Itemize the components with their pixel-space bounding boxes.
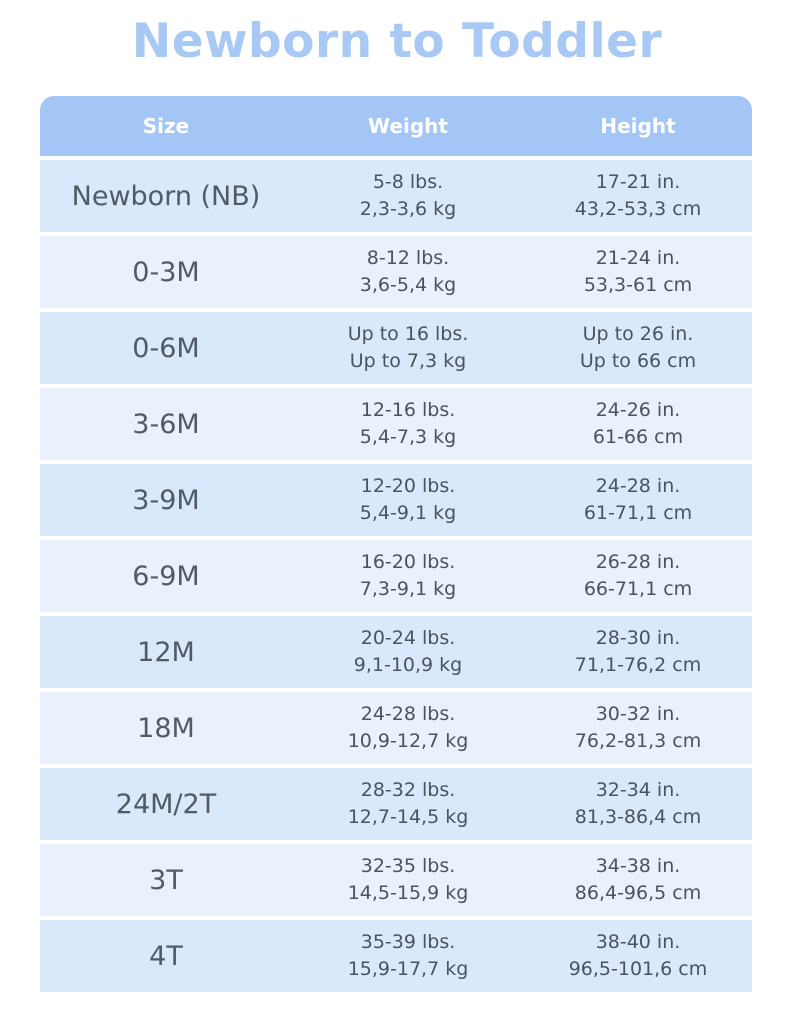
height-in: 24-28 in. <box>595 475 681 497</box>
table-row <box>40 236 752 308</box>
weight-kg: 3,6-5,4 kg <box>359 274 457 296</box>
table-row <box>40 388 752 460</box>
size-cell <box>40 464 292 536</box>
size-cell <box>40 768 292 840</box>
height-cell <box>524 616 752 688</box>
weight-lbs: 32-35 lbs. <box>360 855 456 877</box>
size-cell <box>40 844 292 916</box>
size-label: 0-3M <box>132 256 200 288</box>
height-in: 17-21 in. <box>595 171 681 193</box>
height-cell <box>524 312 752 384</box>
size-chart-table <box>40 96 752 992</box>
table-row <box>40 160 752 232</box>
size-label: Newborn (NB) <box>71 180 261 212</box>
weight-lbs: 8-12 lbs. <box>366 247 450 269</box>
height-cm: 71,1-76,2 cm <box>574 654 702 676</box>
table-header <box>40 96 752 156</box>
weight-cell <box>292 160 524 232</box>
size-label: 24M/2T <box>115 788 217 820</box>
weight-kg: 9,1-10,9 kg <box>353 654 463 676</box>
height-cell <box>524 160 752 232</box>
weight-cell <box>292 844 524 916</box>
weight-lbs: 35-39 lbs. <box>360 931 456 953</box>
weight-lbs: 5-8 lbs. <box>372 171 444 193</box>
height-cm: 81,3-86,4 cm <box>574 806 702 828</box>
height-in: 34-38 in. <box>595 855 681 877</box>
weight-kg: 15,9-17,7 kg <box>347 958 469 980</box>
size-cell <box>40 160 292 232</box>
table-row <box>40 844 752 916</box>
height-cm: 66-71,1 cm <box>583 578 693 600</box>
size-label: 3-6M <box>132 408 200 440</box>
height-cell <box>524 388 752 460</box>
size-cell <box>40 616 292 688</box>
weight-kg: 5,4-7,3 kg <box>359 426 457 448</box>
height-cm: 53,3-61 cm <box>583 274 693 296</box>
weight-kg: 7,3-9,1 kg <box>359 578 457 600</box>
table-row <box>40 692 752 764</box>
weight-lbs: 12-20 lbs. <box>360 475 456 497</box>
height-in: 28-30 in. <box>595 627 681 649</box>
weight-cell <box>292 388 524 460</box>
height-cm: 76,2-81,3 cm <box>574 730 702 752</box>
height-in: Up to 26 in. <box>582 323 694 345</box>
weight-cell <box>292 312 524 384</box>
height-cell <box>524 540 752 612</box>
height-in: 30-32 in. <box>595 703 681 725</box>
height-in: 32-34 in. <box>595 779 681 801</box>
height-cm: Up to 66 cm <box>579 350 697 372</box>
height-cell <box>524 768 752 840</box>
height-cm: 61-71,1 cm <box>583 502 693 524</box>
height-in: 21-24 in. <box>595 247 681 269</box>
height-cell <box>524 844 752 916</box>
weight-lbs: 16-20 lbs. <box>360 551 456 573</box>
size-cell <box>40 236 292 308</box>
weight-lbs: 28-32 lbs. <box>360 779 456 801</box>
height-cm: 86,4-96,5 cm <box>574 882 702 904</box>
size-label: 18M <box>137 712 195 744</box>
height-in: 24-26 in. <box>595 399 681 421</box>
weight-cell <box>292 464 524 536</box>
height-cm: 96,5-101,6 cm <box>568 958 708 980</box>
weight-kg: 14,5-15,9 kg <box>347 882 469 904</box>
header-size: Size <box>142 114 190 138</box>
weight-lbs: 20-24 lbs. <box>360 627 456 649</box>
height-cell <box>524 236 752 308</box>
weight-lbs: Up to 16 lbs. <box>347 323 469 345</box>
height-cell <box>524 692 752 764</box>
header-height: Height <box>600 114 676 138</box>
size-cell <box>40 920 292 992</box>
weight-lbs: 12-16 lbs. <box>360 399 456 421</box>
weight-kg: 2,3-3,6 kg <box>359 198 457 220</box>
weight-cell <box>292 768 524 840</box>
height-cell <box>524 464 752 536</box>
height-cm: 61-66 cm <box>592 426 684 448</box>
size-cell <box>40 312 292 384</box>
size-label: 6-9M <box>132 560 200 592</box>
weight-cell <box>292 540 524 612</box>
table-body <box>40 160 752 992</box>
table-row <box>40 920 752 992</box>
size-cell <box>40 540 292 612</box>
weight-cell <box>292 920 524 992</box>
weight-cell <box>292 692 524 764</box>
height-cm: 43,2-53,3 cm <box>574 198 702 220</box>
table-row <box>40 616 752 688</box>
table-row <box>40 312 752 384</box>
height-in: 26-28 in. <box>595 551 681 573</box>
weight-lbs: 24-28 lbs. <box>360 703 456 725</box>
weight-kg: 10,9-12,7 kg <box>347 730 469 752</box>
table-row <box>40 768 752 840</box>
weight-cell <box>292 616 524 688</box>
size-cell <box>40 388 292 460</box>
size-label: 4T <box>149 940 183 972</box>
weight-cell <box>292 236 524 308</box>
table-row <box>40 464 752 536</box>
page-title: Newborn to Toddler <box>131 14 663 69</box>
weight-kg: 5,4-9,1 kg <box>359 502 457 524</box>
weight-kg: 12,7-14,5 kg <box>347 806 469 828</box>
height-in: 38-40 in. <box>595 931 681 953</box>
size-label: 3-9M <box>132 484 200 516</box>
height-cell <box>524 920 752 992</box>
header-weight: Weight <box>368 114 448 138</box>
table-row <box>40 540 752 612</box>
size-label: 0-6M <box>132 332 200 364</box>
size-label: 12M <box>137 636 195 668</box>
size-label: 3T <box>149 864 183 896</box>
weight-kg: Up to 7,3 kg <box>349 350 467 372</box>
size-cell <box>40 692 292 764</box>
